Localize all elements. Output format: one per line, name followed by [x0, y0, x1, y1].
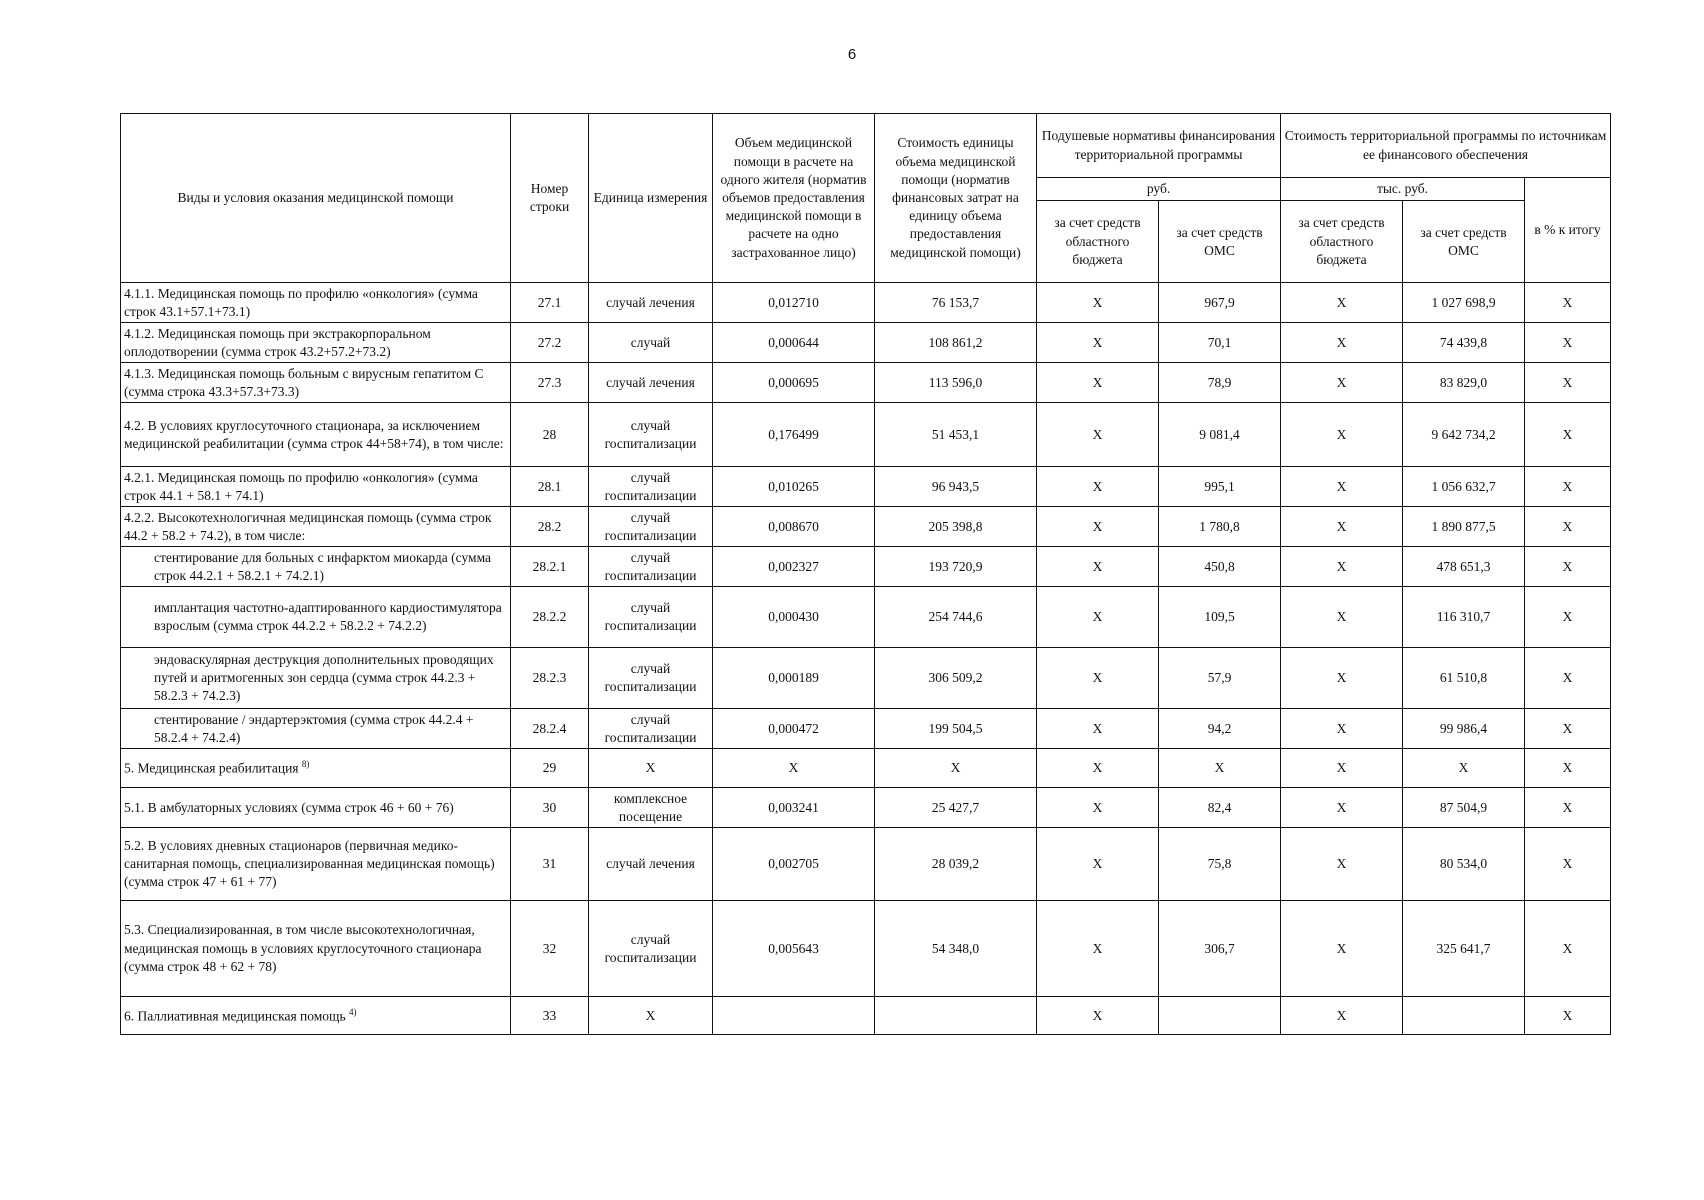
row-percent: X [1525, 788, 1611, 828]
header-volume: Объем медицинской помощи в расчете на одного жителя (норматив объемов предоставления медицинской помощи в расчете на одно застрахованное лицо) [713, 114, 875, 283]
row-unit-cost: 108 861,2 [875, 323, 1037, 363]
row-cost-oms: 74 439,8 [1403, 323, 1525, 363]
table-body [121, 283, 1611, 1035]
row-percent: X [1525, 997, 1611, 1035]
row-cost-budget: X [1281, 547, 1403, 587]
row-pc-oms: 967,9 [1159, 283, 1281, 323]
row-pc-oms: 57,9 [1159, 648, 1281, 709]
row-name-text: 6. Паллиативная медицинская помощь [124, 1008, 346, 1024]
row-unit: случай [589, 323, 713, 363]
row-percent: X [1525, 547, 1611, 587]
row-cost-oms: 116 310,7 [1403, 587, 1525, 648]
row-cost-oms: 1 056 632,7 [1403, 467, 1525, 507]
row-unit: X [589, 997, 713, 1035]
row-number: 30 [511, 788, 589, 828]
row-cost-oms [1403, 997, 1525, 1035]
row-pc-oms: 450,8 [1159, 547, 1281, 587]
row-unit-cost [875, 997, 1037, 1035]
row-unit-cost: 306 509,2 [875, 648, 1037, 709]
row-unit-cost: 254 744,6 [875, 587, 1037, 648]
row-volume: 0,000695 [713, 363, 875, 403]
row-volume: 0,000430 [713, 587, 875, 648]
table-row [121, 323, 1611, 363]
table-row [121, 997, 1611, 1035]
table-row [121, 828, 1611, 901]
row-percent: X [1525, 709, 1611, 749]
row-pc-oms: 78,9 [1159, 363, 1281, 403]
row-percent: X [1525, 467, 1611, 507]
row-cost-oms: X [1403, 749, 1525, 788]
row-number: 27.2 [511, 323, 589, 363]
header-thousand-rub: тыс. руб. [1281, 178, 1525, 201]
row-unit: случай лечения [589, 283, 713, 323]
header-cost-budget: за счет средств областного бюджета [1281, 201, 1403, 283]
row-number: 28.2.3 [511, 648, 589, 709]
row-name: 4.2.2. Высокотехнологичная медицинская помощь (сумма строк 44.2 + 58.2 + 74.2), в том числе: [121, 507, 511, 547]
row-pc-budget: X [1037, 507, 1159, 547]
row-pc-oms: 109,5 [1159, 587, 1281, 648]
row-number: 27.3 [511, 363, 589, 403]
row-number: 32 [511, 901, 589, 997]
row-percent: X [1525, 901, 1611, 997]
table-row [121, 648, 1611, 709]
table-header [121, 114, 1611, 283]
row-unit-cost: 113 596,0 [875, 363, 1037, 403]
header-pc-oms: за счет средств ОМС [1159, 201, 1281, 283]
row-name: 4.2. В условиях круглосуточного стационара, за исключением медицинской реабилитации (сумма строк 44+58+74), в том числе: [121, 403, 511, 467]
row-pc-budget: X [1037, 901, 1159, 997]
row-unit-cost: 25 427,7 [875, 788, 1037, 828]
row-cost-oms: 9 642 734,2 [1403, 403, 1525, 467]
row-cost-oms: 1 027 698,9 [1403, 283, 1525, 323]
row-cost-oms: 99 986,4 [1403, 709, 1525, 749]
row-unit-cost: 51 453,1 [875, 403, 1037, 467]
table-row [121, 283, 1611, 323]
row-number: 29 [511, 749, 589, 788]
row-name: 5.3. Специализированная, в том числе высокотехнологичная, медицинская помощь в условиях круглосуточного стационара (сумма строк 48 + 62 + 78) [121, 901, 511, 997]
row-cost-oms: 80 534,0 [1403, 828, 1525, 901]
row-volume: 0,000644 [713, 323, 875, 363]
row-cost-oms: 83 829,0 [1403, 363, 1525, 403]
row-pc-oms: 9 081,4 [1159, 403, 1281, 467]
row-volume: 0,002327 [713, 547, 875, 587]
row-volume: 0,176499 [713, 403, 875, 467]
row-percent: X [1525, 283, 1611, 323]
table-row [121, 709, 1611, 749]
row-volume [713, 997, 875, 1035]
table-row [121, 363, 1611, 403]
row-cost-budget: X [1281, 788, 1403, 828]
header-row-number: Номер строки [511, 114, 589, 283]
row-volume: 0,010265 [713, 467, 875, 507]
header-cost-oms: за счет средств ОМС [1403, 201, 1525, 283]
row-percent: X [1525, 828, 1611, 901]
row-name-text: 5. Медицинская реабилитация [124, 760, 299, 776]
row-number: 28.2.1 [511, 547, 589, 587]
row-cost-budget: X [1281, 587, 1403, 648]
row-unit: случай госпитализации [589, 587, 713, 648]
row-cost-oms: 87 504,9 [1403, 788, 1525, 828]
row-unit: комплексное посещение [589, 788, 713, 828]
financing-table [120, 113, 1611, 1035]
row-name: стентирование / эндартерэктомия (сумма строк 44.2.4 + 58.2.4 + 74.2.4) [121, 709, 511, 749]
row-cost-budget: X [1281, 323, 1403, 363]
row-number: 27.1 [511, 283, 589, 323]
header-program-cost: Стоимость территориальной программы по источникам ее финансового обеспечения [1281, 114, 1611, 178]
row-cost-oms: 325 641,7 [1403, 901, 1525, 997]
row-name [121, 749, 511, 788]
page-number: 6 [847, 46, 857, 63]
row-pc-budget: X [1037, 587, 1159, 648]
row-cost-budget: X [1281, 648, 1403, 709]
row-pc-budget: X [1037, 403, 1159, 467]
footnote-marker: 4) [349, 1006, 357, 1017]
row-name: 4.1.3. Медицинская помощь больным с вирусным гепатитом С (сумма строка 43.3+57.3+73.3) [121, 363, 511, 403]
row-name: 4.2.1. Медицинская помощь по профилю «онкология» (сумма строк 44.1 + 58.1 + 74.1) [121, 467, 511, 507]
row-unit: случай госпитализации [589, 467, 713, 507]
header-name: Виды и условия оказания медицинской помощи [121, 114, 511, 283]
table-row [121, 587, 1611, 648]
row-pc-oms: 306,7 [1159, 901, 1281, 997]
row-pc-budget: X [1037, 997, 1159, 1035]
row-cost-budget: X [1281, 997, 1403, 1035]
row-name: 5.1. В амбулаторных условиях (сумма строк 46 + 60 + 76) [121, 788, 511, 828]
row-pc-budget: X [1037, 749, 1159, 788]
header-unit: Единица измерения [589, 114, 713, 283]
row-percent: X [1525, 363, 1611, 403]
row-unit-cost: 193 720,9 [875, 547, 1037, 587]
row-unit: случай лечения [589, 828, 713, 901]
row-pc-budget: X [1037, 828, 1159, 901]
row-unit: случай госпитализации [589, 901, 713, 997]
row-unit: случай госпитализации [589, 547, 713, 587]
row-pc-budget: X [1037, 547, 1159, 587]
row-cost-budget: X [1281, 828, 1403, 901]
row-percent: X [1525, 403, 1611, 467]
row-pc-oms: 82,4 [1159, 788, 1281, 828]
row-cost-oms: 61 510,8 [1403, 648, 1525, 709]
row-cost-budget: X [1281, 283, 1403, 323]
row-pc-budget: X [1037, 467, 1159, 507]
table-row [121, 547, 1611, 587]
row-cost-budget: X [1281, 363, 1403, 403]
row-pc-budget: X [1037, 283, 1159, 323]
row-unit-cost: 96 943,5 [875, 467, 1037, 507]
row-name: 4.1.2. Медицинская помощь при экстракорпоральном оплодотворении (сумма строк 43.2+57.2+73.2) [121, 323, 511, 363]
header-pc-budget: за счет средств областного бюджета [1037, 201, 1159, 283]
row-pc-budget: X [1037, 648, 1159, 709]
row-cost-budget: X [1281, 901, 1403, 997]
header-percent-total: в % к итогу [1525, 178, 1611, 283]
row-number: 28.1 [511, 467, 589, 507]
row-unit-cost: 54 348,0 [875, 901, 1037, 997]
row-pc-budget: X [1037, 323, 1159, 363]
row-cost-budget: X [1281, 507, 1403, 547]
row-unit: случай госпитализации [589, 648, 713, 709]
row-volume: 0,008670 [713, 507, 875, 547]
row-pc-oms: 70,1 [1159, 323, 1281, 363]
row-name: 4.1.1. Медицинская помощь по профилю «онкология» (сумма строк 43.1+57.1+73.1) [121, 283, 511, 323]
row-number: 28.2 [511, 507, 589, 547]
table-row [121, 901, 1611, 997]
row-volume: 0,005643 [713, 901, 875, 997]
row-pc-budget: X [1037, 363, 1159, 403]
table-row [121, 467, 1611, 507]
row-volume: 0,000189 [713, 648, 875, 709]
table-row [121, 403, 1611, 467]
row-volume: X [713, 749, 875, 788]
row-cost-oms: 478 651,3 [1403, 547, 1525, 587]
row-pc-oms: 75,8 [1159, 828, 1281, 901]
row-volume: 0,002705 [713, 828, 875, 901]
row-cost-oms: 1 890 877,5 [1403, 507, 1525, 547]
row-number: 33 [511, 997, 589, 1035]
row-pc-budget: X [1037, 709, 1159, 749]
row-unit-cost: 28 039,2 [875, 828, 1037, 901]
row-name: 5.2. В условиях дневных стационаров (первичная медико-санитарная помощь, специализированная медицинская помощь) (сумма строк 47 + 61 + 77) [121, 828, 511, 901]
row-number: 28.2.4 [511, 709, 589, 749]
table-row [121, 788, 1611, 828]
row-name: имплантация частотно-адаптированного кардиостимулятора взрослым (сумма строк 44.2.2 + 58.2.2 + 74.2.2) [121, 587, 511, 648]
row-cost-budget: X [1281, 749, 1403, 788]
row-pc-oms [1159, 997, 1281, 1035]
row-pc-oms: X [1159, 749, 1281, 788]
row-number: 28.2.2 [511, 587, 589, 648]
row-unit: X [589, 749, 713, 788]
row-unit-cost: 76 153,7 [875, 283, 1037, 323]
row-unit: случай госпитализации [589, 709, 713, 749]
header-per-capita: Подушевые нормативы финансирования территориальной программы [1037, 114, 1281, 178]
row-number: 31 [511, 828, 589, 901]
header-rub: руб. [1037, 178, 1281, 201]
row-cost-budget: X [1281, 403, 1403, 467]
row-cost-budget: X [1281, 467, 1403, 507]
footnote-marker: 8) [301, 759, 310, 770]
row-volume: 0,003241 [713, 788, 875, 828]
row-pc-oms: 1 780,8 [1159, 507, 1281, 547]
row-name [121, 997, 511, 1035]
table-row [121, 749, 1611, 788]
row-unit: случай госпитализации [589, 403, 713, 467]
row-name: эндоваскулярная деструкция дополнительных проводящих путей и аритмогенных зон сердца (сумма строк 44.2.3 + 58.2.3 + 74.2.3) [121, 648, 511, 709]
row-number: 28 [511, 403, 589, 467]
row-unit-cost: 199 504,5 [875, 709, 1037, 749]
header-unit-cost: Стоимость единицы объема медицинской помощи (норматив финансовых затрат на единицу объема предоставления медицинской помощи) [875, 114, 1037, 283]
row-pc-oms: 94,2 [1159, 709, 1281, 749]
row-pc-budget: X [1037, 788, 1159, 828]
row-volume: 0,000472 [713, 709, 875, 749]
row-percent: X [1525, 749, 1611, 788]
row-unit-cost: 205 398,8 [875, 507, 1037, 547]
row-name: стентирование для больных с инфарктом миокарда (сумма строк 44.2.1 + 58.2.1 + 74.2.1) [121, 547, 511, 587]
row-percent: X [1525, 323, 1611, 363]
row-percent: X [1525, 587, 1611, 648]
row-pc-oms: 995,1 [1159, 467, 1281, 507]
row-unit: случай госпитализации [589, 507, 713, 547]
row-volume: 0,012710 [713, 283, 875, 323]
row-unit: случай лечения [589, 363, 713, 403]
row-unit-cost: X [875, 749, 1037, 788]
row-cost-budget: X [1281, 709, 1403, 749]
table-row [121, 507, 1611, 547]
row-percent: X [1525, 507, 1611, 547]
row-percent: X [1525, 648, 1611, 709]
